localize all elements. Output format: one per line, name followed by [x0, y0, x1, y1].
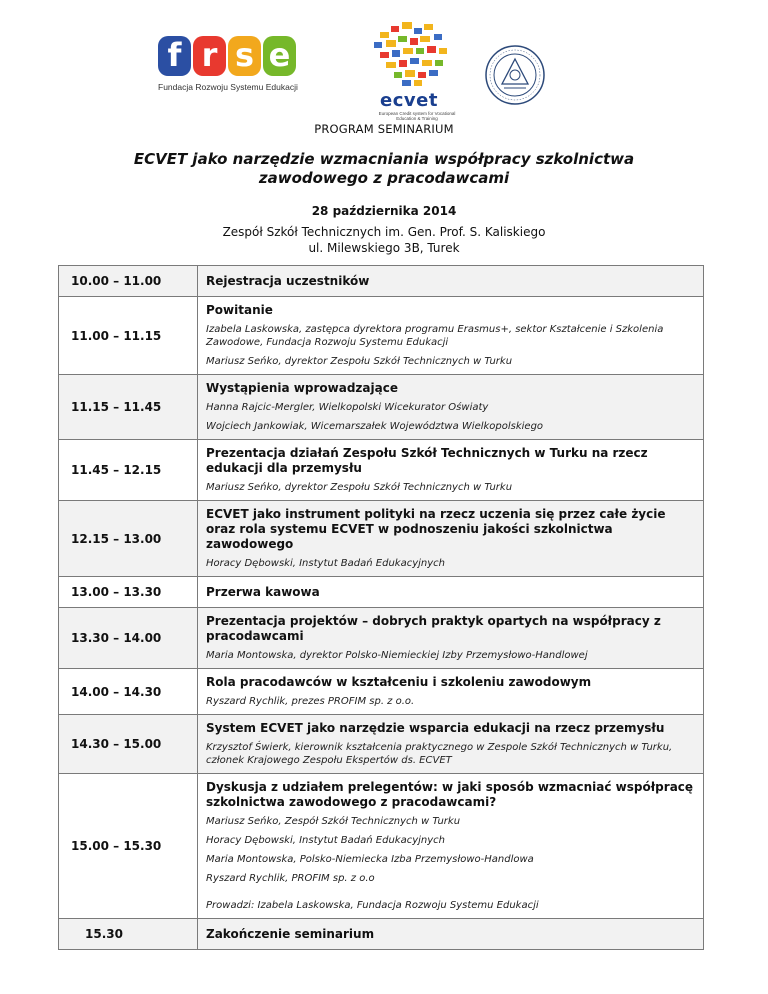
agenda-speaker: Mariusz Seńko, dyrektor Zespołu Szkół Technicznych w Turku — [206, 482, 513, 493]
agenda-content — [198, 440, 704, 501]
agenda-content — [198, 774, 704, 919]
agenda-topic: System ECVET jako narzędzie wsparcia edukacji na rzecz przemysłu — [206, 721, 665, 735]
agenda-time: 12.15 – 13.00 — [59, 501, 198, 577]
agenda-row — [59, 501, 704, 577]
agenda-speaker: Krzysztof Świerk, kierownik kształcenia praktycznego w Zespole Szkół Technicznych w Turku, członek Krajowego Zespołu Ekspertów ds. ECVET — [206, 742, 673, 766]
agenda-time: 11.00 – 11.15 — [59, 297, 198, 375]
frse-logo-subtitle: Fundacja Rozwoju Systemu Edukacji — [158, 82, 298, 92]
agenda-speaker: Maria Montowska, dyrektor Polsko-Niemieckiej Izby Przemysłowo-Handlowej — [206, 650, 588, 661]
agenda-row — [59, 774, 704, 919]
agenda-topic: Dyskusja z udziałem prelegentów: w jaki sposób wzmacniać współpracę szkolnictwa zawodowego z pracodawcami? — [206, 780, 694, 809]
agenda-row — [59, 919, 704, 950]
agenda-time: 14.30 – 15.00 — [59, 715, 198, 774]
agenda-time: 14.00 – 14.30 — [59, 669, 198, 715]
ecvet-logo-subtitle: European Credit system for Vocational Education & Training — [378, 111, 456, 121]
agenda-topic: ECVET jako instrument polityki na rzecz uczenia się przez całe życie oraz rola systemu ECVET w podnoszeniu jakości szkolnictwa zawodowego — [206, 507, 666, 551]
seminar-title: ECVET jako narzędzie wzmacniania współpracy szkolnictwa zawodowego z pracodawcami — [133, 150, 635, 187]
agenda-speaker: Izabela Laskowska, zastępca dyrektora programu Erasmus+, sektor Kształcenie i Szkolenia Zawodowe, Fundacja Rozwoju Systemu Edukacji — [206, 324, 664, 348]
agenda-topic: Powitanie — [206, 303, 273, 317]
agenda-speaker: Mariusz Seńko, dyrektor Zespołu Szkół Technicznych w Turku — [206, 356, 513, 367]
agenda-content — [198, 297, 704, 375]
agenda-row — [59, 297, 704, 375]
agenda-topic: Prezentacja projektów – dobrych praktyk opartych na współpracy z pracodawcami — [206, 614, 661, 643]
agenda-topic: Wystąpienia wprowadzające — [206, 381, 398, 395]
agenda-topic: Przerwa kawowa — [206, 584, 320, 599]
agenda-content — [198, 715, 704, 774]
frse-letter-f: f — [158, 36, 191, 76]
frse-logo-word — [158, 36, 308, 76]
ecvet-logo — [350, 18, 480, 123]
seminar-date: 28 października 2014 — [311, 204, 457, 218]
agenda-content — [198, 577, 704, 608]
seminar-venue — [0, 224, 768, 256]
ecvet-logo-word: ecvet — [380, 90, 438, 111]
agenda-time: 15.00 – 15.30 — [59, 774, 198, 919]
agenda-content — [198, 919, 704, 950]
agenda-speaker: Wojciech Jankowiak, Wicemarszałek Województwa Wielkopolskiego — [206, 421, 544, 432]
venue-line-2: ul. Milewskiego 3B, Turek — [308, 241, 460, 255]
agenda-time: 13.30 – 14.00 — [59, 608, 198, 669]
agenda-topic: Rola pracodawców w kształceniu i szkoleniu zawodowym — [206, 675, 592, 689]
agenda-topic: Prezentacja działań Zespołu Szkół Technicznych w Turku na rzecz edukacji dla przemysłu — [206, 446, 648, 475]
agenda-row — [59, 440, 704, 501]
agenda-content — [198, 501, 704, 577]
ecvet-mosaic-icon — [350, 18, 480, 93]
agenda-row — [59, 715, 704, 774]
agenda-moderator: Prowadzi: Izabela Laskowska, Fundacja Rozwoju Systemu Edukacji — [206, 900, 539, 911]
frse-letter-s: s — [228, 36, 261, 76]
agenda-topic: Zakończenie seminarium — [206, 926, 375, 941]
agenda-speaker: Ryszard Rychlik, PROFIM sp. z o.o — [206, 873, 375, 884]
venue-line-1: Zespół Szkół Technicznych im. Gen. Prof. S. Kaliskiego — [222, 225, 546, 239]
agenda-speaker: Ryszard Rychlik, prezes PROFIM sp. z o.o. — [206, 696, 415, 707]
agenda-time: 13.00 – 13.30 — [59, 577, 198, 608]
agenda-content — [198, 266, 704, 297]
agenda-time: 15.30 — [59, 919, 198, 950]
school-seal-icon — [484, 44, 546, 106]
logo-bar — [0, 18, 768, 121]
frse-letter-r: r — [193, 36, 226, 76]
agenda-time: 11.45 – 12.15 — [59, 440, 198, 501]
agenda-content — [198, 608, 704, 669]
agenda-time: 10.00 – 11.00 — [59, 266, 198, 297]
agenda-content — [198, 669, 704, 715]
agenda-content — [198, 375, 704, 440]
frse-logo — [158, 36, 308, 92]
agenda-row — [59, 669, 704, 715]
agenda-row — [59, 266, 704, 297]
program-label: PROGRAM SEMINARIUM — [314, 122, 454, 136]
agenda-row — [59, 375, 704, 440]
frse-letter-e: e — [263, 36, 296, 76]
agenda-topic: Rejestracja uczestników — [206, 273, 370, 288]
agenda-row — [59, 608, 704, 669]
agenda-speaker: Mariusz Seńko, Zespół Szkół Technicznych w Turku — [206, 816, 461, 827]
agenda-table — [58, 265, 704, 950]
agenda-speaker: Horacy Dębowski, Instytut Badań Edukacyjnych — [206, 558, 445, 569]
agenda-row — [59, 577, 704, 608]
agenda-speaker: Hanna Rajcic-Mergler, Wielkopolski Wicekurator Oświaty — [206, 402, 489, 413]
agenda-time: 11.15 – 11.45 — [59, 375, 198, 440]
agenda-speaker: Horacy Dębowski, Instytut Badań Edukacyjnych — [206, 835, 445, 846]
agenda-speaker: Maria Montowska, Polsko-Niemiecka Izba Przemysłowo-Handlowa — [206, 854, 534, 865]
